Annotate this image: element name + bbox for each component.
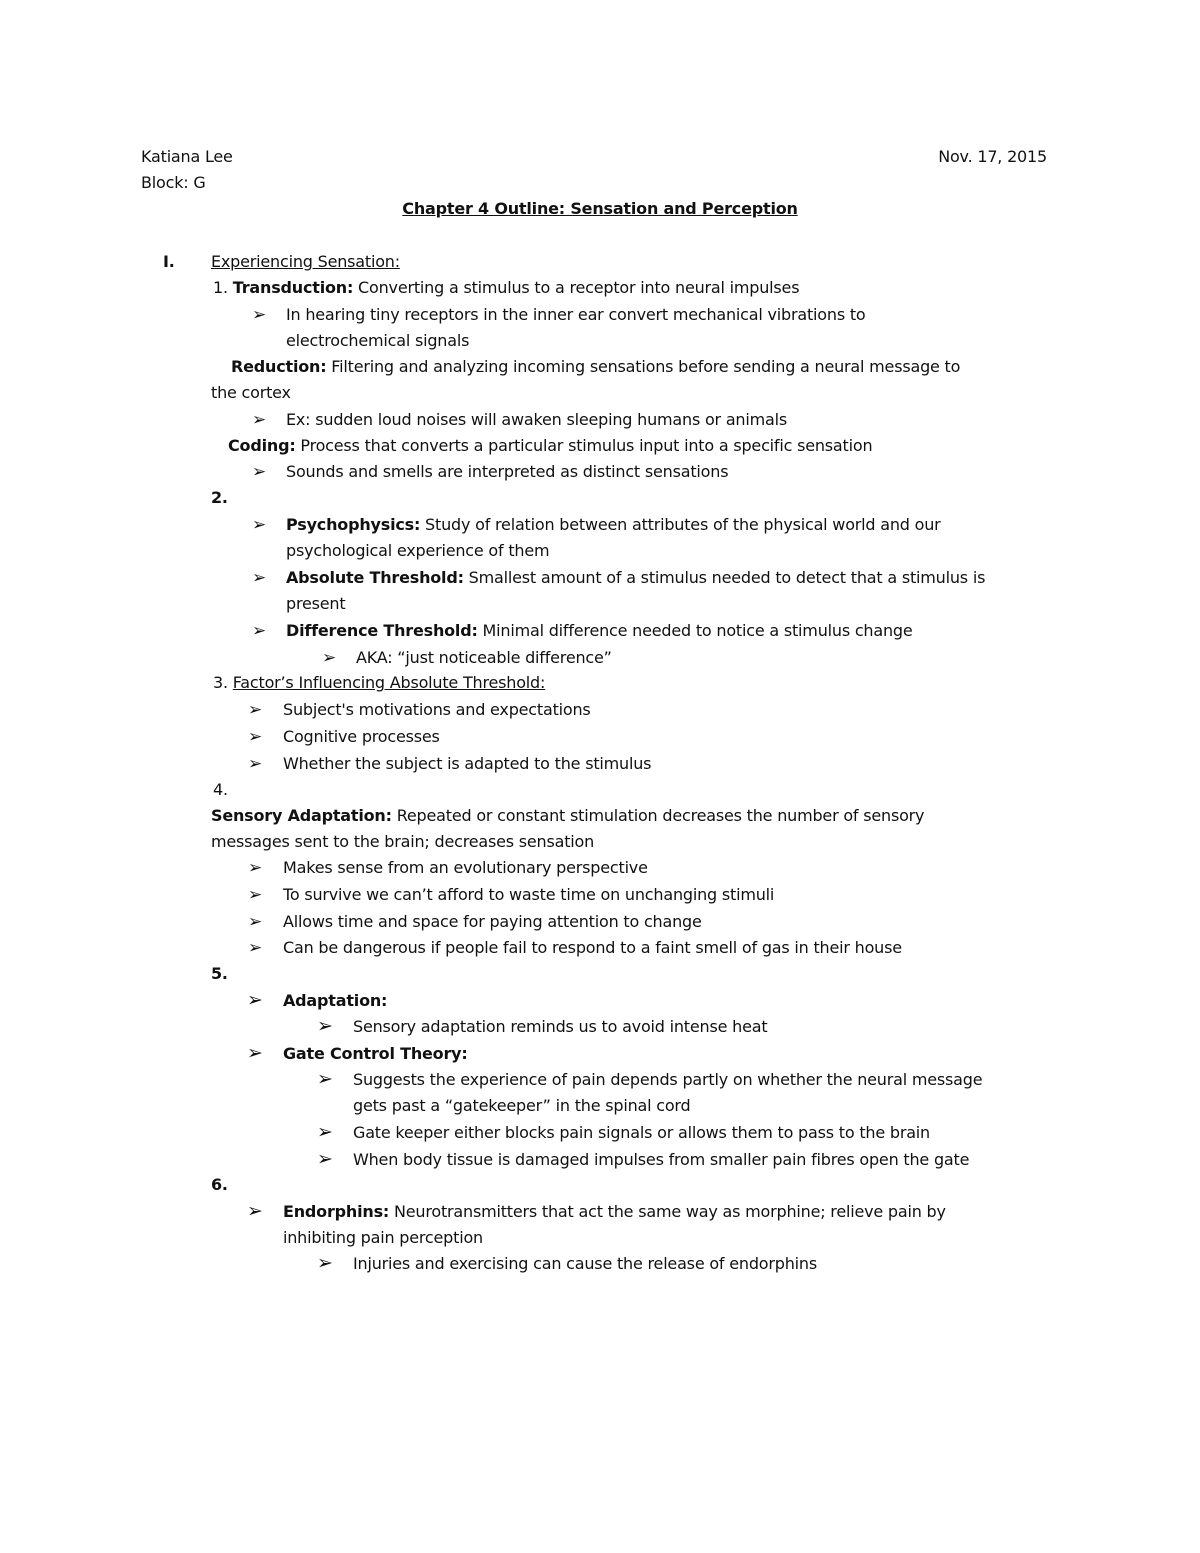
list-item: Cognitive processes — [283, 727, 440, 746]
list-item: Whether the subject is adapted to the stimulus — [283, 754, 652, 773]
arrow-bullet-icon: ➢ — [252, 410, 267, 430]
arrow-bullet-icon: ➢ — [317, 1068, 333, 1090]
absolute-threshold-line — [286, 565, 985, 591]
gate-control-heading: Gate Control Theory: — [283, 1044, 468, 1063]
difference-threshold-term: Difference Threshold: — [286, 621, 478, 640]
adaptation-heading: Adaptation: — [283, 991, 388, 1010]
absolute-threshold-definition: Smallest amount of a stimulus needed to detect that a stimulus is — [463, 568, 986, 587]
arrow-bullet-icon: ➢ — [252, 462, 267, 482]
endorphins-note: Injuries and exercising can cause the release of endorphins — [353, 1254, 817, 1273]
sensory-adaptation-definition: Repeated or constant stimulation decreases the number of sensory — [391, 806, 925, 825]
reduction-definition: Filtering and analyzing incoming sensations before sending a neural message to — [326, 357, 961, 376]
item-3-heading: Factor’s Influencing Absolute Threshold: — [232, 673, 546, 692]
reduction-definition-continued: the cortex — [211, 383, 291, 402]
absolute-threshold-term: Absolute Threshold: — [286, 568, 464, 587]
adaptation-note: Sensory adaptation reminds us to avoid intense heat — [353, 1017, 768, 1036]
arrow-bullet-icon: ➢ — [252, 568, 267, 588]
psychophysics-definition-continued: psychological experience of them — [286, 541, 550, 560]
reduction-term: Reduction: — [231, 357, 327, 376]
list-item: Makes sense from an evolutionary perspective — [283, 858, 648, 877]
transduction-line — [213, 275, 799, 301]
arrow-bullet-icon: ➢ — [248, 754, 263, 774]
arrow-bullet-icon: ➢ — [248, 858, 263, 878]
gate-control-note-continued: gets past a “gatekeeper” in the spinal cord — [353, 1096, 691, 1115]
arrow-bullet-icon: ➢ — [317, 1252, 333, 1274]
arrow-bullet-icon: ➢ — [248, 727, 263, 747]
transduction-bullet-continued: electrochemical signals — [286, 331, 470, 350]
list-item: To survive we can’t afford to waste time on unchanging stimuli — [283, 885, 775, 904]
item-number: 4. — [213, 780, 228, 799]
arrow-bullet-icon: ➢ — [248, 912, 263, 932]
list-item: Can be dangerous if people fail to respond to a faint smell of gas in their house — [283, 938, 902, 957]
difference-threshold-definition: Minimal difference needed to notice a stimulus change — [477, 621, 913, 640]
gate-control-note: Suggests the experience of pain depends partly on whether the neural message — [353, 1070, 983, 1089]
reduction-line — [231, 354, 960, 380]
endorphins-definition: Neurotransmitters that act the same way as morphine; relieve pain by — [389, 1202, 946, 1221]
arrow-bullet-icon: ➢ — [317, 1148, 333, 1170]
gate-control-note: Gate keeper either blocks pain signals or allows them to pass to the brain — [353, 1123, 930, 1142]
endorphins-term: Endorphins: — [283, 1202, 390, 1221]
coding-bullet: Sounds and smells are interpreted as distinct sensations — [286, 462, 729, 481]
sensory-adaptation-line — [211, 803, 924, 829]
reduction-bullet: Ex: sudden loud noises will awaken sleeping humans or animals — [286, 410, 787, 429]
arrow-bullet-icon: ➢ — [252, 305, 267, 325]
document-title: Chapter 4 Outline: Sensation and Perception — [402, 199, 798, 218]
item-number: 1. — [213, 278, 228, 297]
arrow-bullet-icon: ➢ — [247, 1042, 263, 1064]
endorphins-line — [283, 1199, 946, 1225]
arrow-bullet-icon: ➢ — [248, 700, 263, 720]
coding-line — [228, 433, 872, 459]
arrow-bullet-icon: ➢ — [248, 885, 263, 905]
list-item: Allows time and space for paying attention to change — [283, 912, 702, 931]
arrow-bullet-icon: ➢ — [317, 1015, 333, 1037]
coding-term: Coding: — [228, 436, 296, 455]
section-numeral: I. — [163, 252, 175, 271]
arrow-bullet-icon: ➢ — [317, 1121, 333, 1143]
absolute-threshold-definition-continued: present — [286, 594, 346, 613]
difference-threshold-line — [286, 618, 913, 644]
item-number: 5. — [211, 964, 228, 983]
arrow-bullet-icon: ➢ — [252, 621, 267, 641]
psychophysics-line — [286, 512, 941, 538]
section-heading: Experiencing Sensation: — [211, 252, 400, 271]
arrow-bullet-icon: ➢ — [322, 648, 337, 668]
sensory-adaptation-definition-continued: messages sent to the brain; decreases sensation — [211, 832, 595, 851]
item-number: 2. — [211, 488, 228, 507]
transduction-definition: Converting a stimulus to a receptor into neural impulses — [353, 278, 800, 297]
document-date: Nov. 17, 2015 — [938, 147, 1047, 166]
endorphins-definition-continued: inhibiting pain perception — [283, 1228, 483, 1247]
item-3-line — [213, 670, 545, 696]
item-number: 3. — [213, 673, 228, 692]
block-label: Block: G — [141, 173, 206, 192]
item-number: 6. — [211, 1175, 228, 1194]
arrow-bullet-icon: ➢ — [247, 1200, 263, 1222]
sensory-adaptation-term: Sensory Adaptation: — [211, 806, 392, 825]
transduction-bullet: In hearing tiny receptors in the inner ear convert mechanical vibrations to — [286, 305, 866, 324]
aka-note: AKA: “just noticeable difference” — [356, 648, 612, 667]
coding-definition: Process that converts a particular stimulus input into a specific sensation — [295, 436, 873, 455]
arrow-bullet-icon: ➢ — [252, 515, 267, 535]
author-name: Katiana Lee — [141, 147, 233, 166]
psychophysics-definition: Study of relation between attributes of the physical world and our — [420, 515, 941, 534]
gate-control-note: When body tissue is damaged impulses from smaller pain fibres open the gate — [353, 1150, 970, 1169]
arrow-bullet-icon: ➢ — [247, 989, 263, 1011]
transduction-term: Transduction: — [232, 278, 354, 297]
list-item: Subject's motivations and expectations — [283, 700, 591, 719]
psychophysics-term: Psychophysics: — [286, 515, 421, 534]
arrow-bullet-icon: ➢ — [248, 938, 263, 958]
